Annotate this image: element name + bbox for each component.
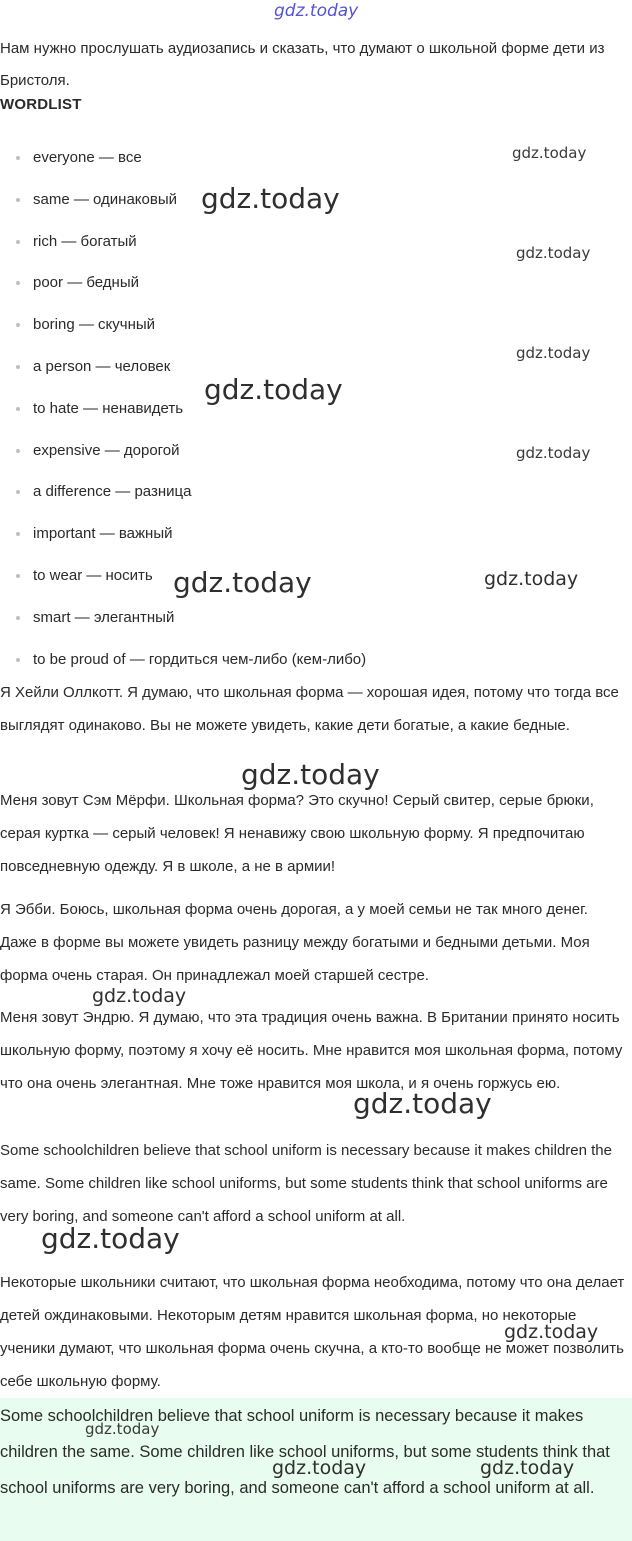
list-item: rich — богатый xyxy=(0,221,632,263)
watermark: gdz.today xyxy=(516,344,591,362)
watermark: gdz.today xyxy=(274,1,359,21)
paragraph-sam: Меня зовут Сэм Мёрфи. Школьная форма? Это скучно! Серый свитер, серые брюки, серая куртка — серый человек! Я ненавижу свою школьную форму. Я предпочитаю повседневную одежду. Я в школе, а не в армии! xyxy=(0,792,594,875)
watermark: gdz.today xyxy=(484,568,579,590)
bullet-icon xyxy=(16,490,20,494)
paragraph-summary-en: Some schoolchildren believe that school uniform is necessary because it makes children the same. Some children like school uniforms, but some students think that school uniforms are very boring, and someone can't afford a school uniform at all. xyxy=(0,1142,612,1225)
watermark: gdz.today xyxy=(41,1222,180,1255)
bullet-icon xyxy=(16,240,20,244)
list-item: same — одинаковый xyxy=(0,179,632,221)
watermark: gdz.today xyxy=(201,182,340,215)
watermark: gdz.today xyxy=(204,373,343,406)
paragraph-andrew: Меня зовут Эндрю. Я думаю, что эта традиция очень важна. В Британии принято носить школьную форму, поэтому я хочу её носить. Мне нравится моя школьная форма, потому что она очень элегантная. Мне тоже нравится моя школа, и я очень горжусь ею. xyxy=(0,1009,623,1092)
list-item: smart — элегантный xyxy=(0,597,632,639)
bullet-icon xyxy=(16,658,20,662)
bullet-icon xyxy=(16,449,20,453)
bullet-icon xyxy=(16,365,20,369)
list-item: important — важный xyxy=(0,513,632,555)
bullet-icon xyxy=(16,407,20,411)
bullet-icon xyxy=(16,323,20,327)
watermark: gdz.today xyxy=(241,758,380,791)
bullet-icon xyxy=(16,156,20,160)
watermark: gdz.today xyxy=(85,1420,160,1438)
paragraph-summary-ru: Некоторые школьники считают, что школьная форма необходима, потому что она делает детей ождинаковыми. Некоторым детям нравится школьная форма, но некоторые ученики думают, что школьная форма очень скучна, а кто-то вообще не может позволить себе школьную форму. xyxy=(0,1274,625,1390)
bullet-icon xyxy=(16,198,20,202)
paragraph-abby: Я Эбби. Боюсь, школьная форма очень дорогая, а у моей семьи не так много денег. Даже в форме вы можете увидеть разницу между богатыми и бедными детьми. Моя форма очень старая. Он принадлежал моей старшей сестре. xyxy=(0,901,590,984)
bullet-icon xyxy=(16,281,20,285)
list-item: to wear — носить xyxy=(0,555,632,597)
list-item: expensive — дорогой xyxy=(0,430,632,472)
bullet-icon xyxy=(16,574,20,578)
bullet-icon xyxy=(16,616,20,620)
watermark: gdz.today xyxy=(516,444,591,462)
watermark: gdz.today xyxy=(512,144,587,162)
list-item: poor — бедный xyxy=(0,262,632,304)
list-item: to hate — ненавидеть xyxy=(0,388,632,430)
watermark: gdz.today xyxy=(272,1457,367,1479)
wordlist-heading: WORDLIST xyxy=(0,96,82,113)
list-item: boring — скучный xyxy=(0,304,632,346)
watermark: gdz.today xyxy=(92,985,187,1007)
watermark: gdz.today xyxy=(353,1087,492,1120)
list-item: a difference — разница xyxy=(0,471,632,513)
paragraph-hayley: Я Хейли Оллкотт. Я думаю, что школьная форма — хорошая идея, потому что тогда все выглядят одинаково. Вы не можете увидеть, какие дети богатые, а какие бедные. xyxy=(0,684,619,734)
wordlist xyxy=(0,137,632,680)
watermark: gdz.today xyxy=(480,1457,575,1479)
watermark: gdz.today xyxy=(516,244,591,262)
list-item: a person — человек xyxy=(0,346,632,388)
watermark: gdz.today xyxy=(504,1321,599,1343)
answer-text: Some schoolchildren believe that school uniform is necessary because it makes children the same. Some children like school uniforms, but some students think that school uniforms are very boring, and someone can't afford a school uniform at all. xyxy=(0,1407,610,1497)
watermark: gdz.today xyxy=(173,566,312,599)
intro-text: Нам нужно прослушать аудиозапись и сказать, что думают о школьной форме дети из Бристоля. xyxy=(0,40,605,89)
bullet-icon xyxy=(16,532,20,536)
list-item: to be proud of — гордиться чем-либо (кем-либо) xyxy=(0,639,632,681)
list-item: everyone — все xyxy=(0,137,632,179)
